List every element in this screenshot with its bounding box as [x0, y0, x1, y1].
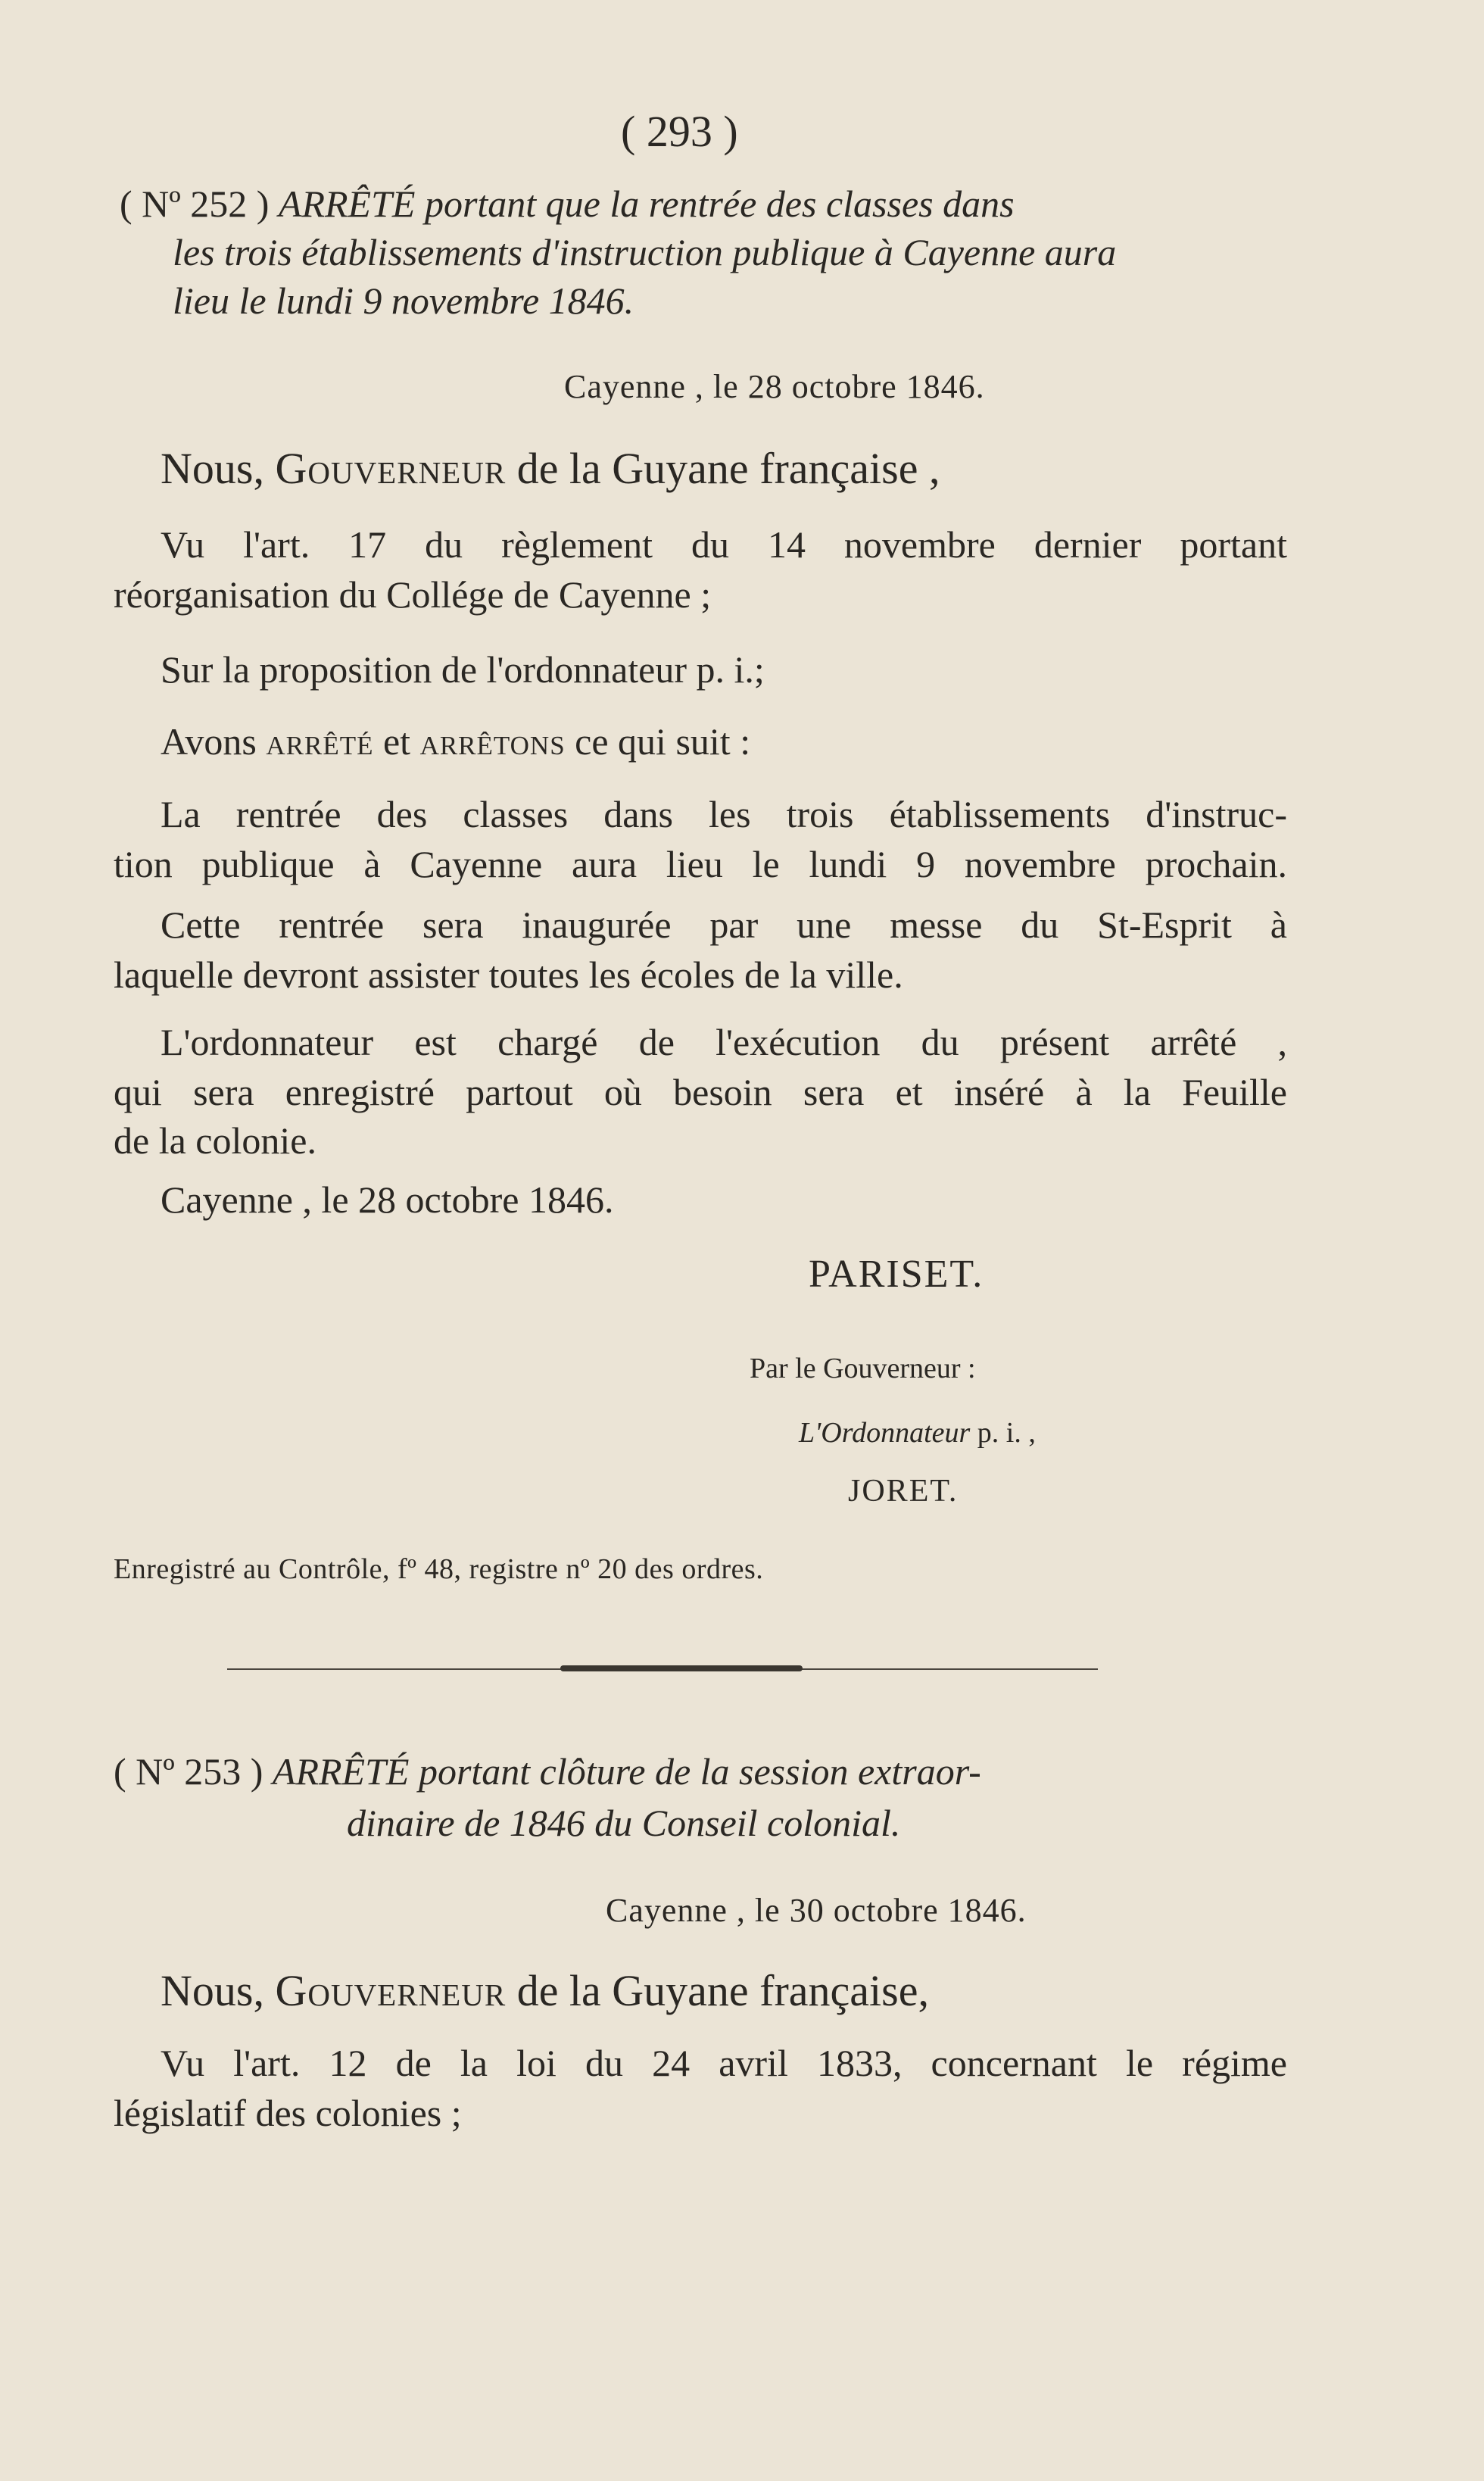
arrete-252-number: ( Nº 252 ) [120, 183, 270, 225]
arrete-252-avons-end: ce qui suit : [575, 720, 751, 763]
arrete-252-title-line-2: les trois établissements d'instruction publique à Cayenne aura [173, 231, 1117, 273]
arrete-253-number: ( Nº 253 ) [114, 1750, 263, 1793]
arrete-252-registre: Enregistré au Contrôle, fº 48, registre nº 20 des ordres. [114, 1553, 764, 1585]
arrete-253-heading-nous: Nous, [161, 1966, 264, 2015]
arrete-253-heading [161, 1965, 929, 2016]
arrete-252-p4-line-1: Cette rentrée sera inaugurée par une messe du St-Esprit à [161, 903, 1287, 946]
arrete-252-avons-start: Avons [161, 720, 257, 763]
arrete-252-p5-line-1: L'ordonnateur est chargé de l'exécution du présent arrêté , [161, 1021, 1287, 1063]
arrete-252-ordonnateur-pi: p. i. , [977, 1417, 1036, 1449]
arrete-252-p1-line-2: réorganisation du Collége de Cayenne ; [114, 573, 712, 616]
arrete-252-title-text-1: ARRÊTÉ portant que la rentrée des classes dans [278, 183, 1015, 225]
arrete-253-heading-rest: de la Guyane française, [516, 1966, 929, 2015]
arrete-252-arretons: arrêtons [419, 720, 566, 763]
arrete-252-title-line-3: lieu le lundi 9 novembre 1846. [173, 279, 634, 322]
arrete-252-p2: Sur la proposition de l'ordonnateur p. i.; [161, 648, 765, 691]
arrete-253-p1-line-2: législatif des colonies ; [114, 2092, 462, 2134]
arrete-252-heading-gouverneur: Gouverneur [275, 444, 507, 493]
arrete-252-title-line-1 [120, 182, 1015, 226]
arrete-252-ordonnateur [799, 1416, 1036, 1450]
arrete-252-avons [161, 719, 750, 763]
arrete-252-ordonnateur-label: L'Ordonnateur [799, 1417, 971, 1449]
arrete-252-countersign: JORET. [848, 1474, 959, 1509]
arrete-252-et: et [382, 720, 411, 763]
arrete-252-p3-line-2: tion publique à Cayenne aura lieu le lundi 9 novembre prochain. [114, 843, 1287, 885]
arrete-253-title-text-1: ARRÊTÉ portant clôture de la session extraor- [272, 1750, 981, 1793]
arrete-252-p4-line-2: laquelle devront assister toutes les écoles de la ville. [114, 953, 903, 996]
arrete-253-title-line-1 [114, 1749, 981, 1793]
arrete-252-p5-line-2: qui sera enregistré partout où besoin sera et inséré à la Feuille [114, 1071, 1287, 1113]
arrete-252-heading-nous: Nous, [161, 444, 264, 493]
arrete-252-p5-line-3: de la colonie. [114, 1119, 316, 1162]
arrete-253-heading-gouverneur: Gouverneur [275, 1966, 507, 2015]
arrete-252-p1-line-1: Vu l'art. 17 du règlement du 14 novembre dernier portant [161, 523, 1287, 566]
separator-rule-ornament [560, 1665, 803, 1671]
page-number: ( 293 ) [621, 107, 738, 156]
arrete-252-p3-line-1: La rentrée des classes dans les trois établissements d'instruc- [161, 793, 1287, 835]
arrete-252-heading-rest: de la Guyane française , [516, 444, 940, 493]
arrete-253-p1-line-1: Vu l'art. 12 de la loi du 24 avril 1833, concernant le régime [161, 2042, 1287, 2084]
arrete-253-place-date: Cayenne , le 30 octobre 1846. [606, 1892, 1027, 1929]
arrete-253-title-line-2: dinaire de 1846 du Conseil colonial. [347, 1802, 901, 1844]
arrete-252-arrete-word: arrêté [266, 720, 374, 763]
arrete-252-heading [161, 443, 940, 494]
arrete-252-signature: PARISET. [809, 1253, 984, 1296]
arrete-252-place-date: Cayenne , le 28 octobre 1846. [564, 368, 985, 405]
arrete-252-closing-date: Cayenne , le 28 octobre 1846. [161, 1178, 614, 1221]
arrete-252-par-le-gouverneur: Par le Gouverneur : [750, 1353, 976, 1384]
